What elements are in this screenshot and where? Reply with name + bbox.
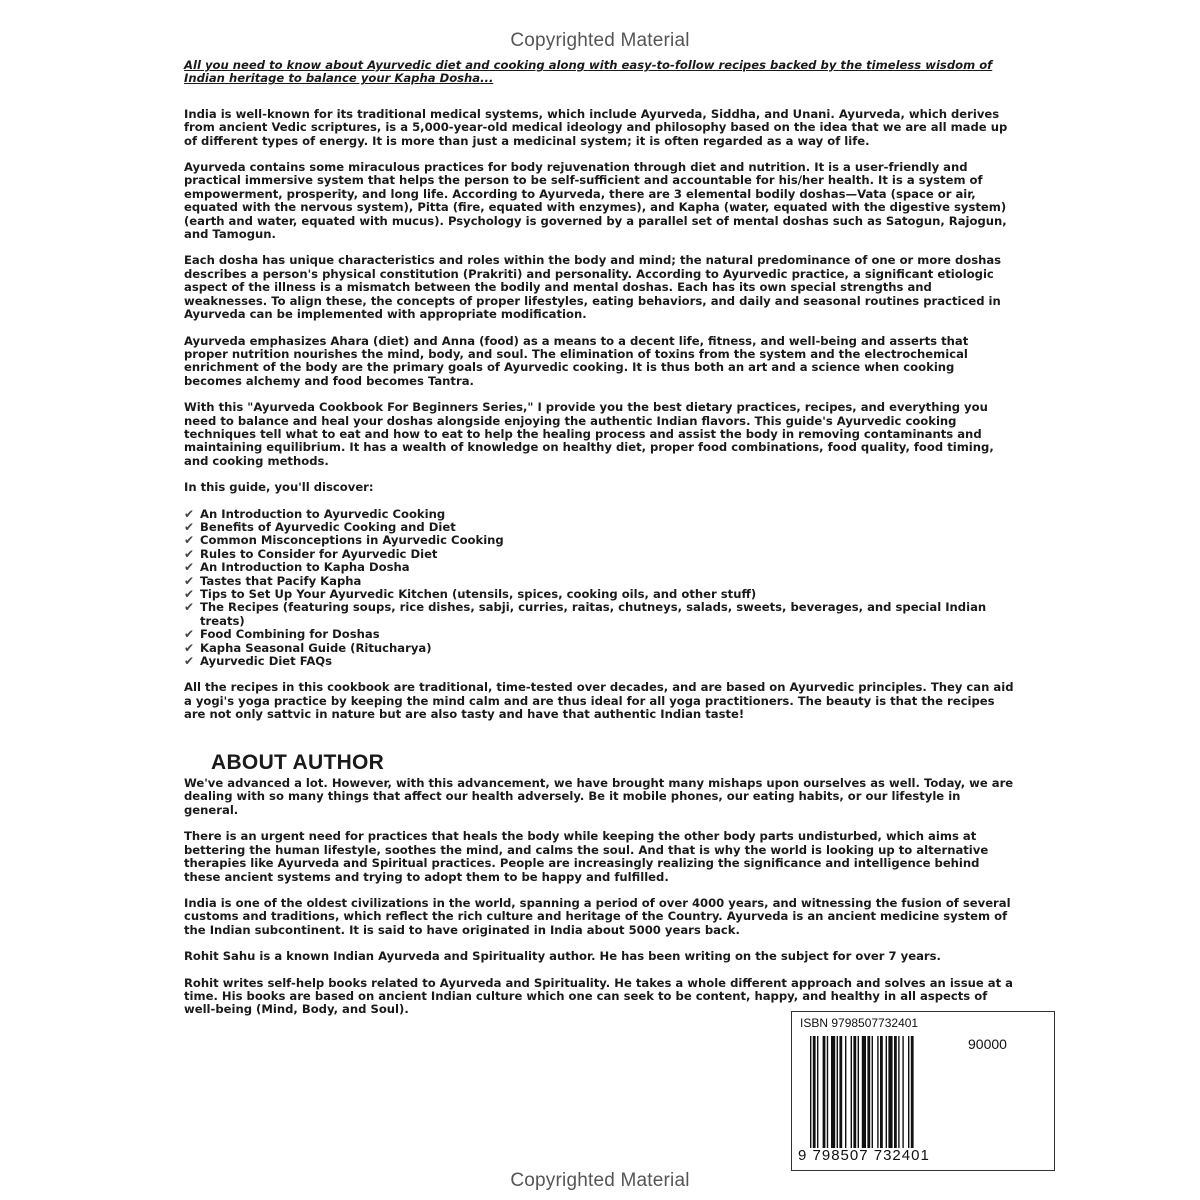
checkmark-icon: ✔: [184, 600, 195, 615]
about-paragraph: We've advanced a lot. However, with this advancement, we have brought many mishaps upon ourselves as well. Today, we are dealing with so many things that affect our health adversely. Be it mobile phones, our eating habits, or our lifestyle in general.: [184, 776, 1014, 817]
checklist-item: ✔ The Recipes (featuring soups, rice dishes, sabji, curries, raitas, chutneys, salads, sweets, beverages, and special Indian treats): [184, 600, 987, 628]
paragraph: Each dosha has unique characteristics and roles within the body and mind; the natural predominance of one or more doshas describes a person's physical constitution (Prakriti) and personality. According to Ayurvedic practice, a significant etiologic aspect of the illness is a mismatch between the bodily and mental doshas. Each has its own special strengths and weaknesses. To align these, the concepts of proper lifestyles, eating behaviors, and daily and seasonal routines practiced in Ayurveda can be implemented with appropriate modification.: [184, 253, 1002, 322]
back-cover-text: [184, 59, 1014, 1030]
price-code: 90000: [968, 1036, 1007, 1052]
about-paragraph: India is one of the oldest civilizations in the world, spanning a period of over 4000 years, and witnessing the fusion of several customs and traditions, which reflect the rich culture and heritage of the Country. Ayurveda is an ancient medicine system of the Indian subcontinent. It is said to have originated in India about 5000 years back.: [184, 895, 1011, 937]
barcode-digits: 9 798507 732401: [798, 1147, 930, 1164]
checklist-item: ✔ Rules to Consider for Ayurvedic Diet: [184, 546, 438, 561]
checkmark-icon: ✔: [184, 560, 195, 575]
checklist-item: ✔ Benefits of Ayurvedic Cooking and Diet: [184, 519, 456, 534]
checkmark-icon: ✔: [184, 573, 195, 588]
checklist-item: ✔ Ayurvedic Diet FAQs: [184, 654, 333, 669]
closing-paragraph: All the recipes in this cookbook are traditional, time-tested over decades, and are based on Ayurvedic principles. They can aid a yogi's yoga practice by keeping the mind calm and are thus ideal for all yoga practitioners. The beauty is that the recipes are not only sattvic in nature but are also tasty and have that authentic Indian taste!: [184, 680, 1014, 722]
checkmark-icon: ✔: [184, 627, 195, 642]
checkmark-icon: ✔: [184, 640, 195, 655]
checklist-item: ✔ An Introduction to Ayurvedic Cooking: [184, 506, 446, 521]
checkmark-icon: ✔: [184, 546, 195, 561]
isbn-barcode-box: [791, 1011, 1055, 1171]
isbn-label: ISBN 9798507732401: [800, 1016, 919, 1030]
checkmark-icon: ✔: [184, 587, 195, 601]
discover-label: In this guide, you'll discover:: [184, 480, 374, 495]
copyright-watermark-bottom: Copyrighted Material: [510, 1170, 690, 1191]
checklist-item: ✔ An Introduction to Kapha Dosha: [184, 560, 410, 575]
paragraph: Ayurveda emphasizes Ahara (diet) and Anna (food) as a means to a decent life, fitness, and well-being and asserts that proper nutrition nourishes the mind, body, and soul. The elimination of toxins from the system and the electrochemical enrichment of the body are the primary goals of Ayurvedic cooking. It is thus both an art and a science when cooking becomes alchemy and food becomes Tantra.: [184, 333, 969, 388]
checklist-item: ✔ Kapha Seasonal Guide (Ritucharya): [184, 640, 432, 655]
about-paragraph: Rohit writes self-help books related to Ayurveda and Spirituality. He takes a whole different approach and solves an issue at a time. His books are based on ancient Indian culture which one can seek to be content, happy, and healthy in all aspects of well-being (Mind, Body, and Soul).: [184, 975, 1013, 1017]
copyright-watermark-top: Copyrighted Material: [510, 30, 690, 51]
about-author-heading: ABOUT AUTHOR: [211, 750, 385, 774]
about-paragraph: Rohit Sahu is a known Indian Ayurveda and Spirituality author. He has been writing on the subject for over 7 years.: [184, 949, 941, 964]
checkmark-icon: ✔: [184, 519, 195, 534]
checklist-item: ✔ Common Misconceptions in Ayurvedic Cooking: [184, 533, 504, 548]
checklist-item: ✔ Tastes that Pacify Kapha: [184, 573, 362, 588]
checklist-item: ✔ Tips to Set Up Your Ayurvedic Kitchen (utensils, spices, cooking oils, and other stuff): [184, 587, 757, 601]
intro-tagline: All you need to know about Ayurvedic diet and cooking along with easy-to-follow recipes backed by the timeless wisdom of Indian heritage to balance your Kapha Dosha...: [184, 58, 993, 86]
paragraph: India is well-known for its traditional medical systems, which include Ayurveda, Siddha, and Unani. Ayurveda, which derives from ancient Vedic scriptures, is a 5,000-year-old medical ideology and philosophy based on the idea that we are all made up of different types of energy. It is more than just a medicinal system; it is often regarded as a way of life.: [184, 106, 1008, 148]
barcode-icon: [810, 1036, 958, 1148]
checkmark-icon: ✔: [184, 654, 195, 669]
checklist-item: ✔ Food Combining for Doshas: [184, 627, 380, 642]
paragraph: Ayurveda contains some miraculous practices for body rejuvenation through diet and nutrition. It is a user-friendly and practical immersive system that helps the person to be self-sufficient and accountable for his/her health. It is a system of empowerment, prosperity, and long life. According to Ayurveda, there are 3 elemental bodily doshas—Vata (space or air, equated with the nervous system), Pitta (fire, equated with enzymes), and Kapha (water, equated with the digestive system) (earth and water, equated with mucus). Psychology is governed by a parallel set of mental doshas such as Satogun, Rajogun, and Tamogun.: [184, 160, 1007, 242]
paragraph: With this "Ayurveda Cookbook For Beginners Series," I provide you the best dietary practices, recipes, and everything you need to balance and heal your doshas alongside enjoying the authentic Indian flavors. This guide's Ayurvedic cooking techniques tell what to eat and how to eat to help the healing process and assist the body in removing contaminants and maintaining equilibrium. It has a wealth of knowledge on healthy diet, proper food combinations, food quality, food timing, and cooking methods.: [184, 400, 994, 468]
about-paragraph: There is an urgent need for practices that heals the body while keeping the other body parts undisturbed, which aims at bettering the human lifestyle, soothes the mind, and calms the soul. And that is why the world is looking up to alternative therapies like Ayurveda and Spiritual practices. People are increasingly realizing the significance and intelligence behind these ancient systems and trying to adopt them to be happy and fulfilled.: [184, 829, 989, 884]
checkmark-icon: ✔: [184, 506, 195, 521]
checkmark-icon: ✔: [184, 533, 195, 548]
discover-checklist: [184, 508, 1014, 669]
